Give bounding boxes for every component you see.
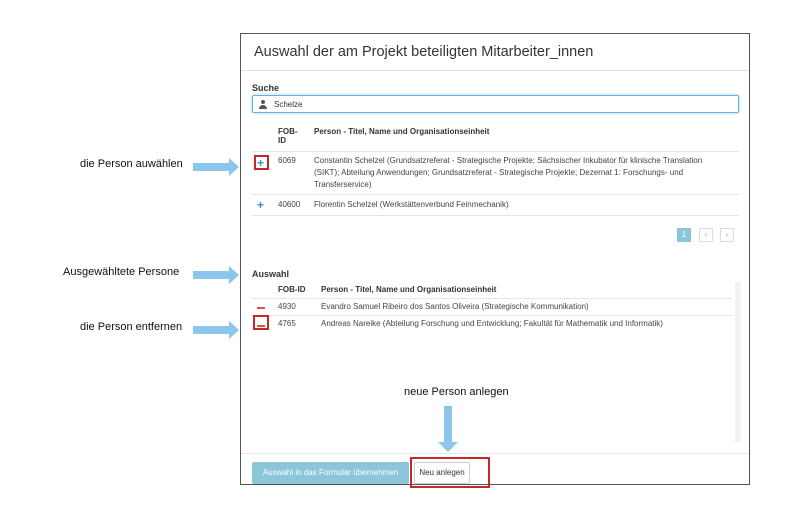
- arrow-right-icon: [193, 323, 239, 337]
- plus-icon[interactable]: +: [257, 198, 265, 212]
- search-input-value: Schelze: [274, 100, 303, 109]
- divider: [252, 298, 732, 299]
- dialog: [240, 33, 750, 485]
- selection-col-person: Person - Titel, Name und Organisationseinheit: [321, 285, 497, 294]
- highlight-box: [254, 155, 269, 170]
- arrow-down-icon: [438, 406, 458, 452]
- next-page-button[interactable]: ›: [720, 228, 734, 242]
- result-id: 40600: [278, 200, 301, 209]
- selection-person: Evandro Samuel Ribeiro dos Santos Oliveira (Strategische Kommunikation): [321, 302, 589, 311]
- annotation-selected-persons: Ausgewähltete Persone: [63, 266, 180, 278]
- search-input[interactable]: [252, 95, 739, 113]
- result-person: Constantin Schelzel (Grundsatzreferat - Strategische Projekte; Sächsischer Inkubator für klinische Translation (SIKT); Abteilung Anwendungen; Grundsatzreferat - Strategische Projekte; Dezernat 1: Forschungs- und Transferservice): [314, 156, 703, 189]
- selection-person: Andreas Nareike (Abteilung Forschung und Entwicklung; Fakultät für Mathematik und Informatik): [321, 319, 663, 328]
- result-id: 6069: [278, 156, 296, 165]
- annotation-remove-person: die Person entfernen: [80, 321, 183, 333]
- annotation-select-person: die Person auwählen: [80, 158, 183, 170]
- dialog-header: [241, 34, 749, 71]
- apply-selection-button[interactable]: Auswahl in das Formular übernehmen: [252, 462, 409, 484]
- dialog-footer: [241, 453, 749, 454]
- dialog-title: Auswahl der am Projekt beteiligten Mitarbeiter_innen: [254, 44, 594, 60]
- prev-page-button[interactable]: ‹: [699, 228, 713, 242]
- arrow-right-icon: [193, 268, 239, 282]
- selection-label: Auswahl: [252, 269, 290, 279]
- divider: [252, 151, 739, 152]
- selection-id: 4765: [278, 319, 296, 328]
- scrollbar[interactable]: [735, 282, 741, 442]
- result-person: Florentin Schelzel (Werkstättenverbund Feinmechanik): [314, 200, 509, 209]
- plus-icon[interactable]: +: [257, 156, 265, 170]
- divider: [252, 194, 739, 195]
- results-col-person: Person - Titel, Name und Organisationseinheit: [314, 127, 490, 136]
- user-icon: [259, 100, 267, 109]
- annotation-new-person: neue Person anlegen: [404, 386, 509, 398]
- results-col-id: FOB- ID: [278, 127, 298, 145]
- arrow-right-icon: [193, 160, 239, 174]
- search-label: Suche: [252, 83, 280, 93]
- new-person-button[interactable]: Neu anlegen: [414, 462, 470, 484]
- divider: [252, 215, 739, 216]
- highlight-box: [253, 315, 269, 330]
- page-button-current[interactable]: 1: [677, 228, 691, 242]
- highlight-box: [410, 457, 490, 488]
- divider: [252, 315, 732, 316]
- selection-col-id: FOB-ID: [278, 285, 306, 294]
- selection-id: 4930: [278, 302, 296, 311]
- minus-icon[interactable]: [257, 307, 265, 309]
